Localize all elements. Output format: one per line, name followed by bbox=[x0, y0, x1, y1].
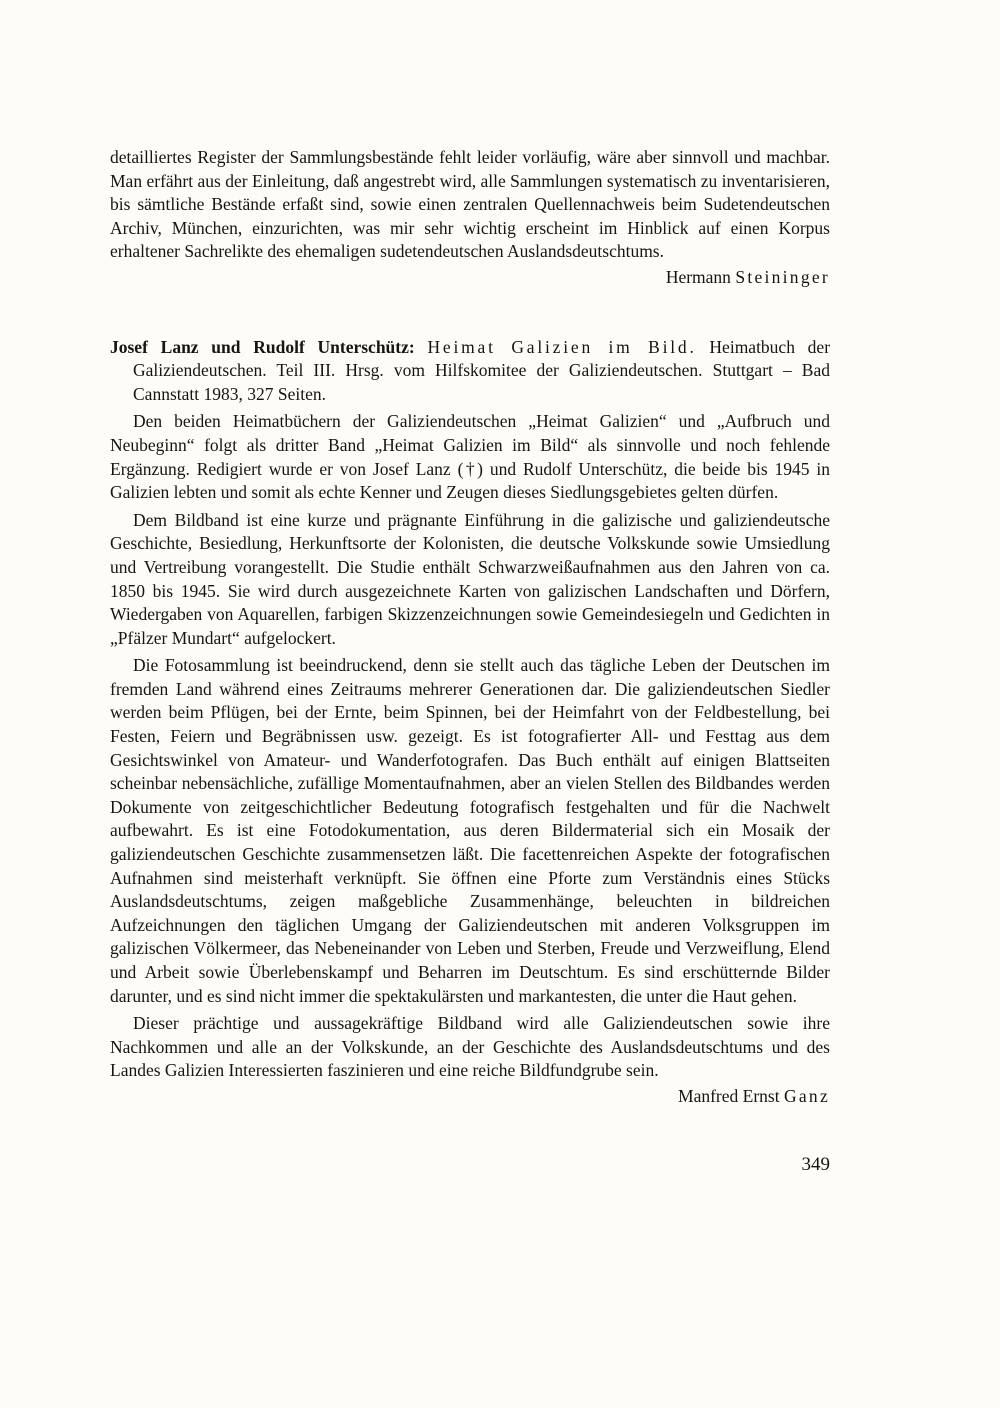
review-title: Heimat Galizien im Bild. bbox=[427, 336, 697, 357]
review-paragraph: Dieser prächtige und aussagekräftige Bildband wird alle Galiziendeutschen sowie ihre Nachkommen und alle an der Volkskunde, an der Geschichte des Auslandsdeutschtums und des Landes Galizien Interessierten faszinieren und eine reiche Bildfundgrube sein. bbox=[110, 1013, 830, 1081]
review-paragraph: Die Fotosammlung ist beeindruckend, denn sie stellt auch das tägliche Leben der Deutschen im fremden Land während eines Zeitraums mehrerer Generationen dar. Die galiziendeutschen Siedler werden beim Pflügen, bei der Ernte, beim Spinnen, bei der Heimfahrt von der Feldbestellung, bei Festen, Feiern und Begräbnissen usw. gezeigt. Es ist fotografierter All- und Festtag aus dem Gesichtswinkel von Amateur- und Wanderfotografen. Das Buch enthält auf einigen Blattseiten scheinbar nebensächliche, zufällige Momentaufnahmen, aber an vielen Stellen des Bildbandes werden Dokumente von zeitgeschichtlicher Bedeutung fotografisch festgehalten und für die Nachwelt aufbewahrt. Es ist eine Fotodokumentation, aus deren Bildermaterial sich ein Mosaik der galiziendeutschen Geschichte zusammensetzen läßt. Die facettenreichen Aspekte der fotografischen Aufnahmen sind meisterhaft verknüpft. Sie öffnen eine Pforte zum Verständnis eines Stücks Auslandsdeutschtums, zeigen maßgebliche Zusammenhänge, beleuchten in bildreichen Aufzeichnungen den täglichen Umgang der Galiziendeutschen mit anderen Volksgruppen im galizischen Völkermeer, das Nebeneinander von Leben und Sterben, Freude und Verzweiflung, Elend und Arbeit sowie Überlebenskampf und Beharren im Deutschtum. Es sind erschütternde Bilder darunter, und es sind nicht immer die spektakulärsten und markantesten, die unter die Haut gehen. bbox=[110, 655, 830, 1006]
review-signature bbox=[110, 1085, 830, 1109]
previous-review-closing-paragraph: detailliertes Register der Sammlungsbestände fehlt leider vorläufig, wäre aber sinnvoll und machbar. Man erfährt aus der Einleitung, daß angestrebt wird, alle Sammlungen systematisch zu inventarisieren, bis sämtliche Bestände erfaßt sind, sowie einen zentralen Quellennachweis beim Sudetendeutschen Archiv, München, einzurichten, was mir sehr wichtig erscheint im Hinblick auf einen Korpus erhaltener Sachrelikte des ehemaligen sudetendeutschen Auslandsdeutschtums. bbox=[110, 147, 830, 262]
signature-first-name: Hermann bbox=[665, 266, 731, 287]
signature-surname: Steininger bbox=[735, 266, 830, 287]
review-paragraph: Dem Bildband ist eine kurze und prägnante Einführung in die galizische und galiziendeutsche Geschichte, Besiedlung, Herkunftsorte der Kolonisten, die deutsche Volkskunde sowie Umsiedlung und Vertreibung vorangestellt. Die Studie enthält Schwarzweißaufnahmen aus den Jahren von ca. 1850 bis 1945. Sie wird durch ausgezeichnete Karten von galizischen Landschaften und Dörfern, Wiedergaben von Aquarellen, farbigen Skizzenzeichnungen sowie Gemeindesiegeln und Gedichten in „Pfälzer Mundart“ aufgelockert. bbox=[110, 509, 830, 648]
review-heading bbox=[110, 336, 830, 407]
signature-surname: Ganz bbox=[783, 1085, 830, 1106]
review-authors: Josef Lanz und Rudolf Unterschütz: bbox=[110, 336, 415, 357]
review-paragraph: Den beiden Heimatbüchern der Galiziendeutschen „Heimat Galizien“ und „Aufbruch und Neubeginn“ folgt als dritter Band „Heimat Galizien im Bild“ als sinnvolle und noch fehlende Ergänzung. Redigiert wurde er von Josef Lanz (†) und Rudolf Unterschütz, die beide bis 1945 in Galizien lebten und somit als echte Kenner und Zeugen dieses Siedlungsgebietes gelten dürfen. bbox=[110, 411, 830, 503]
review-body bbox=[110, 410, 830, 1083]
page-number: 349 bbox=[801, 1153, 830, 1175]
text-block bbox=[110, 146, 830, 1176]
review-heading-rest: Heimatbuch der Galiziendeutschen. Teil III. Hrsg. vom Hilfskomitee der Galiziendeutschen. Stuttgart – Bad Cannstatt 1983, 327 Seiten. bbox=[133, 336, 831, 404]
signature-first-name: Manfred Ernst bbox=[678, 1085, 780, 1106]
previous-review-signature bbox=[110, 266, 830, 290]
